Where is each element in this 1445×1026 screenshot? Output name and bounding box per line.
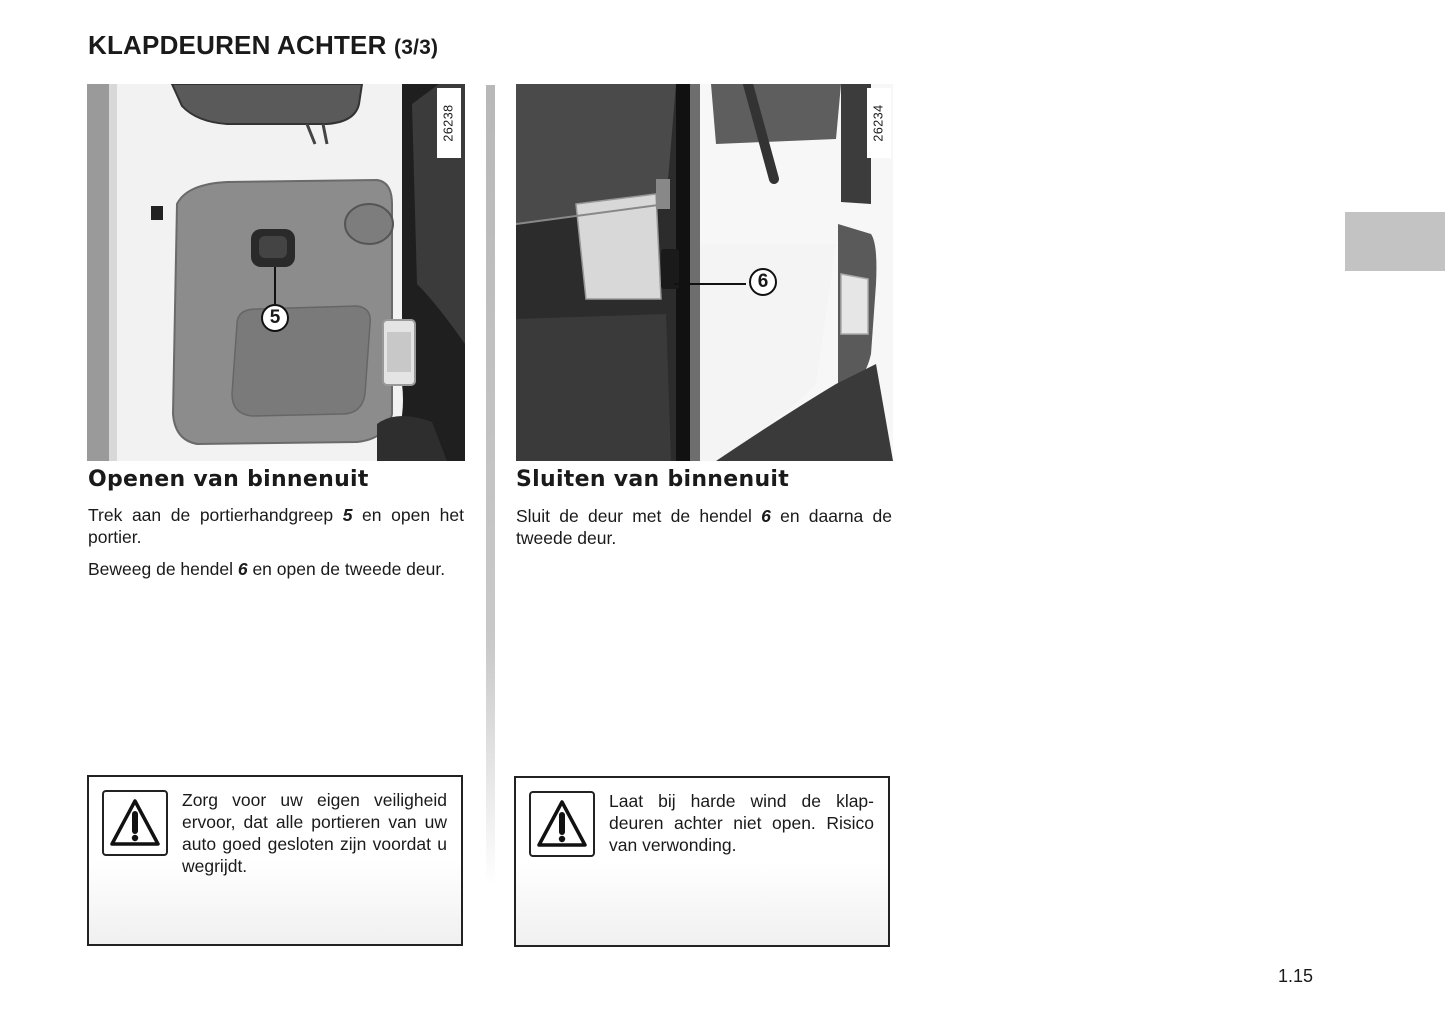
paragraph-open-door: Trek aan de portierhandgreep 5 en open het portier. bbox=[88, 505, 464, 547]
image-code-label: 26234 bbox=[867, 88, 891, 158]
warning-box-wind bbox=[514, 776, 890, 947]
door-lever-photo bbox=[516, 84, 893, 461]
ref-number: 6 bbox=[761, 506, 771, 526]
paragraph-move-lever: Beweeg de hendel 6 en open de tweede deur. bbox=[88, 559, 446, 579]
warning-icon-frame bbox=[102, 790, 168, 856]
page-title-main: KLAPDEUREN ACHTER bbox=[88, 30, 387, 60]
warning-box-safety bbox=[87, 775, 463, 946]
warning-text-safety: Zorg voor uw eigen veiligheid ervoor, dat alle portieren van uw auto goed gesloten zijn voordat u wegrijdt. bbox=[182, 790, 447, 876]
paragraph-close-door: Sluit de deur met de hendel 6 en daarna de tweede deur. bbox=[516, 506, 892, 548]
page-title-part: (3/3) bbox=[394, 36, 439, 59]
warning-triangle-icon bbox=[536, 799, 588, 849]
door-handle-photo bbox=[87, 84, 465, 461]
section-heading-open: Openen van binnenuit bbox=[88, 467, 369, 492]
warning-icon-frame bbox=[529, 791, 595, 857]
page-title bbox=[88, 30, 438, 61]
column-divider bbox=[486, 85, 495, 885]
page-number: 1.15 bbox=[1278, 966, 1314, 986]
callout-6: 6 bbox=[749, 268, 777, 296]
image-code-label: 26238 bbox=[437, 88, 461, 158]
section-heading-close: Sluiten van binnenuit bbox=[516, 467, 790, 492]
callout-5: 5 bbox=[261, 304, 289, 332]
warning-text-wind: Laat bij harde wind de klap-deuren achter niet open. Risico van verwonding. bbox=[609, 791, 874, 855]
chapter-tab bbox=[1345, 212, 1445, 271]
ref-number: 5 bbox=[342, 505, 353, 525]
ref-number: 6 bbox=[237, 559, 248, 579]
warning-triangle-icon bbox=[109, 798, 161, 848]
